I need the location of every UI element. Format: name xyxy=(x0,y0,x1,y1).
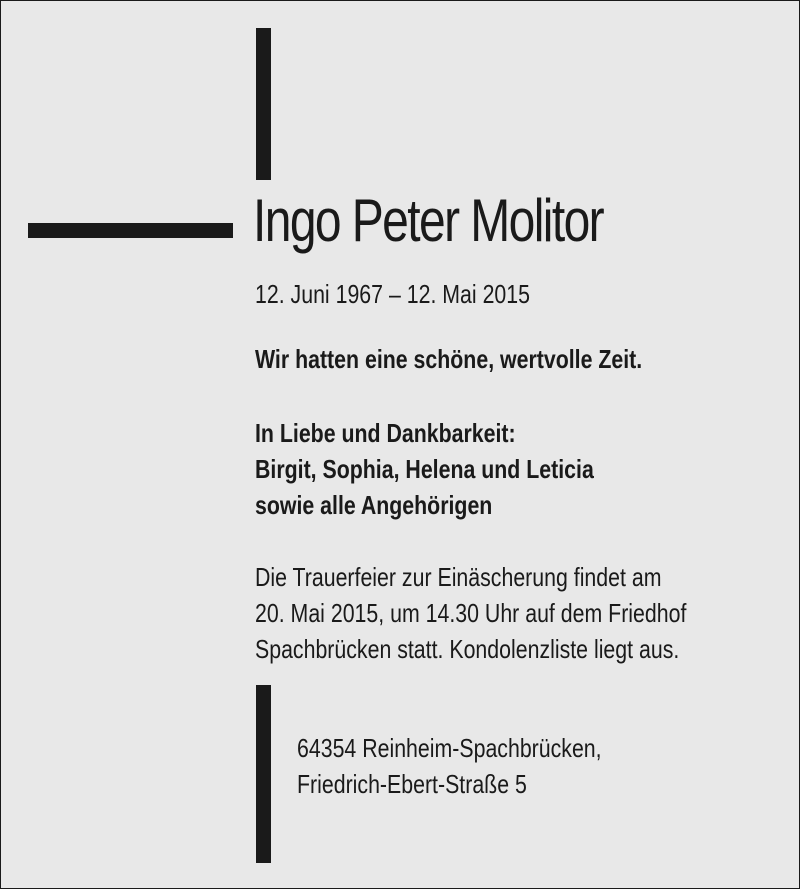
cross-horizontal-bar xyxy=(28,223,233,238)
cross-vertical-bar-top xyxy=(256,28,271,180)
deceased-name: Ingo Peter Molitor xyxy=(253,187,604,254)
address-city-line: 64354 Reinheim-Spachbrücken, xyxy=(297,733,602,763)
farewell-motto: Wir hatten eine schöne, wertvolle Zeit. xyxy=(255,344,643,374)
ceremony-info xyxy=(255,559,686,667)
mourners-line: Birgit, Sophia, Helena und Leticia xyxy=(255,454,594,484)
relatives-line: sowie alle Angehörigen xyxy=(255,490,493,520)
thanks-line: In Liebe und Dankbarkeit: xyxy=(255,418,516,448)
life-dates: 12. Juni 1967 – 12. Mai 2015 xyxy=(255,279,530,309)
thanks-block xyxy=(255,415,594,523)
ceremony-line: Spachbrücken statt. Kondolenzliste liegt aus. xyxy=(255,634,680,664)
ceremony-line: 20. Mai 2015, um 14.30 Uhr auf dem Friedhof xyxy=(255,598,687,628)
cross-vertical-bar-bottom xyxy=(256,685,271,863)
address-street-line: Friedrich-Ebert-Straße 5 xyxy=(297,769,527,799)
mailing-address xyxy=(297,730,602,802)
ceremony-line: Die Trauerfeier zur Einäscherung findet am xyxy=(255,562,662,592)
